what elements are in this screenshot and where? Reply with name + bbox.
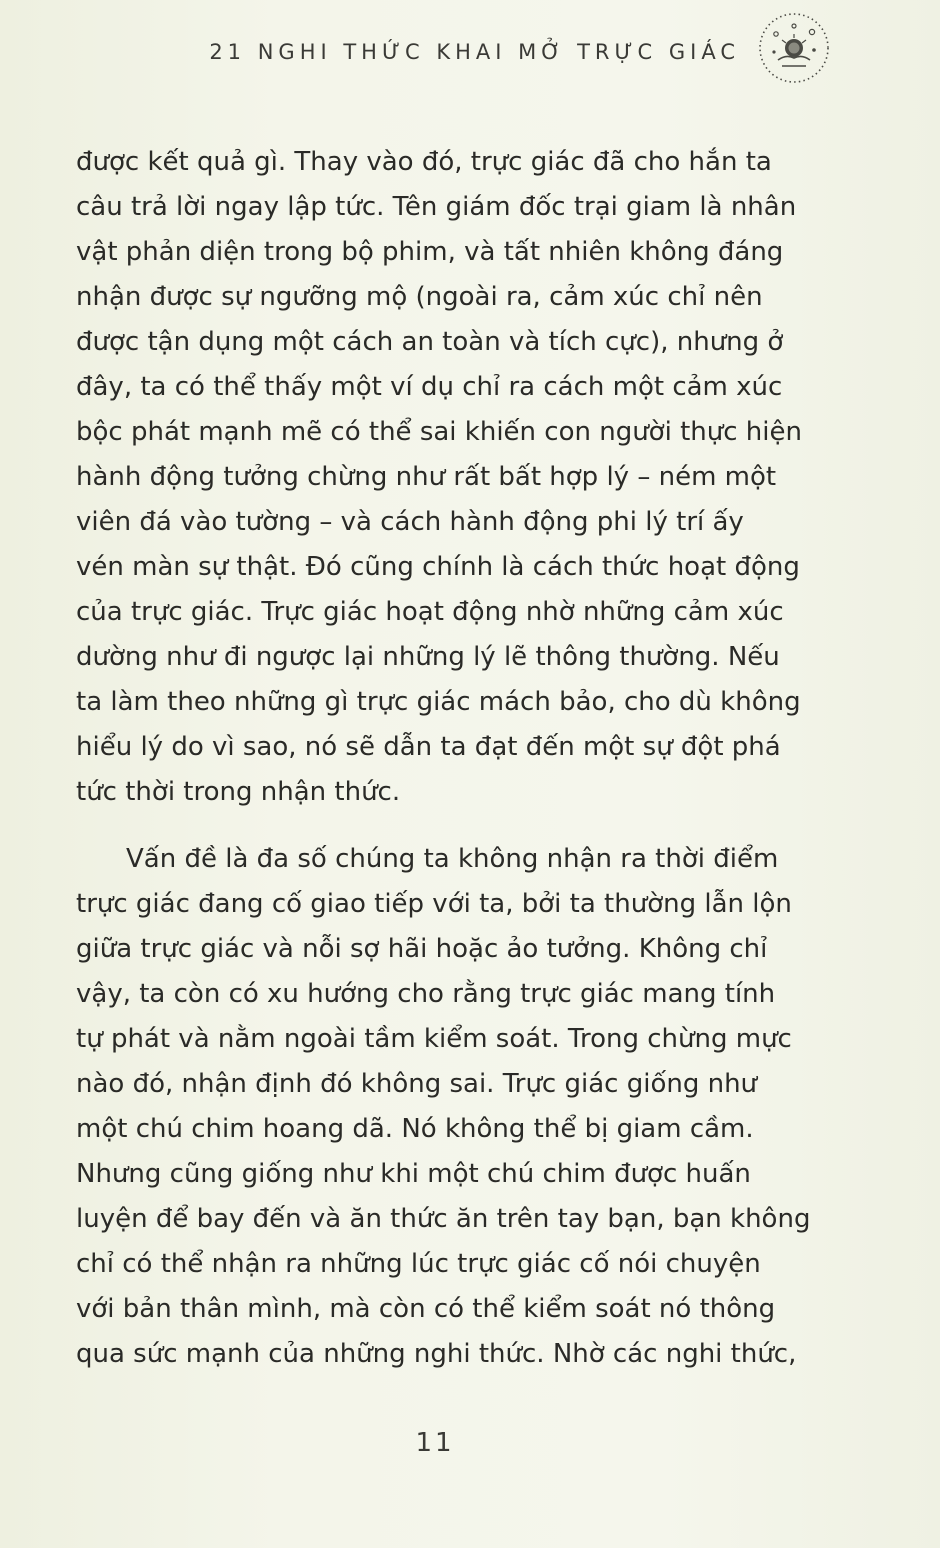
text-line: của trực giác. Trực giác hoạt động nhờ những cảm xúc	[76, 597, 784, 627]
text-line: nhận được sự ngưỡng mộ (ngoài ra, cảm xúc chỉ nên	[76, 282, 763, 312]
text-line: với bản thân mình, mà còn có thể kiểm soát nó thông	[76, 1294, 776, 1324]
text-line: tự phát và nằm ngoài tầm kiểm soát. Trong chừng mực	[76, 1024, 792, 1054]
text-line: được tận dụng một cách an toàn và tích cực), nhưng ở	[76, 327, 784, 357]
text-line: giữa trực giác và nỗi sợ hãi hoặc ảo tưởng. Không chỉ	[76, 934, 768, 964]
paragraph-1	[76, 140, 802, 815]
crystal-ball-hand-icon	[756, 10, 832, 86]
text-line: trực giác đang cố giao tiếp với ta, bởi ta thường lẫn lộn	[76, 889, 792, 919]
text-line: tức thời trong nhận thức.	[76, 777, 401, 807]
text-line: qua sức mạnh của những nghi thức. Nhờ các nghi thức,	[76, 1339, 797, 1369]
text-line: câu trả lời ngay lập tức. Tên giám đốc trại giam là nhân	[76, 192, 797, 222]
text-line: vén màn sự thật. Đó cũng chính là cách thức hoạt động	[76, 552, 800, 582]
text-line: viên đá vào tường – và cách hành động phi lý trí ấy	[76, 507, 744, 537]
text-line: dường như đi ngược lại những lý lẽ thông thường. Nếu	[76, 642, 780, 672]
text-line: được kết quả gì. Thay vào đó, trực giác đã cho hắn ta	[76, 147, 772, 177]
text-line: vậy, ta còn có xu hướng cho rằng trực giác mang tính	[76, 979, 776, 1009]
text-line: bộc phát mạnh mẽ có thể sai khiến con người thực hiện	[76, 417, 802, 447]
text-line: một chú chim hoang dã. Nó không thể bị giam cầm.	[76, 1114, 754, 1144]
text-line: Nhưng cũng giống như khi một chú chim được huấn	[76, 1159, 751, 1189]
text-line: vật phản diện trong bộ phim, và tất nhiên không đáng	[76, 237, 784, 267]
text-line: đây, ta có thể thấy một ví dụ chỉ ra cách một cảm xúc	[76, 372, 783, 402]
text-line: chỉ có thể nhận ra những lúc trực giác cố nói chuyện	[76, 1249, 761, 1279]
text-line: nào đó, nhận định đó không sai. Trực giác giống như	[76, 1069, 758, 1099]
text-line: hành động tưởng chừng như rất bất hợp lý – ném một	[76, 462, 777, 492]
text-line: hiểu lý do vì sao, nó sẽ dẫn ta đạt đến một sự đột phá	[76, 732, 781, 762]
page-number: 11	[415, 1428, 455, 1458]
running-header: 21 NGHI THỨC KHAI MỞ TRỰC GIÁC	[209, 40, 740, 64]
text-line: Vấn đề là đa số chúng ta không nhận ra thời điểm	[126, 844, 779, 874]
paragraph-2	[76, 837, 811, 1377]
text-line: ta làm theo những gì trực giác mách bảo, cho dù không	[76, 687, 801, 717]
text-line: luyện để bay đến và ăn thức ăn trên tay bạn, bạn không	[76, 1204, 811, 1234]
body-text	[76, 140, 811, 1377]
